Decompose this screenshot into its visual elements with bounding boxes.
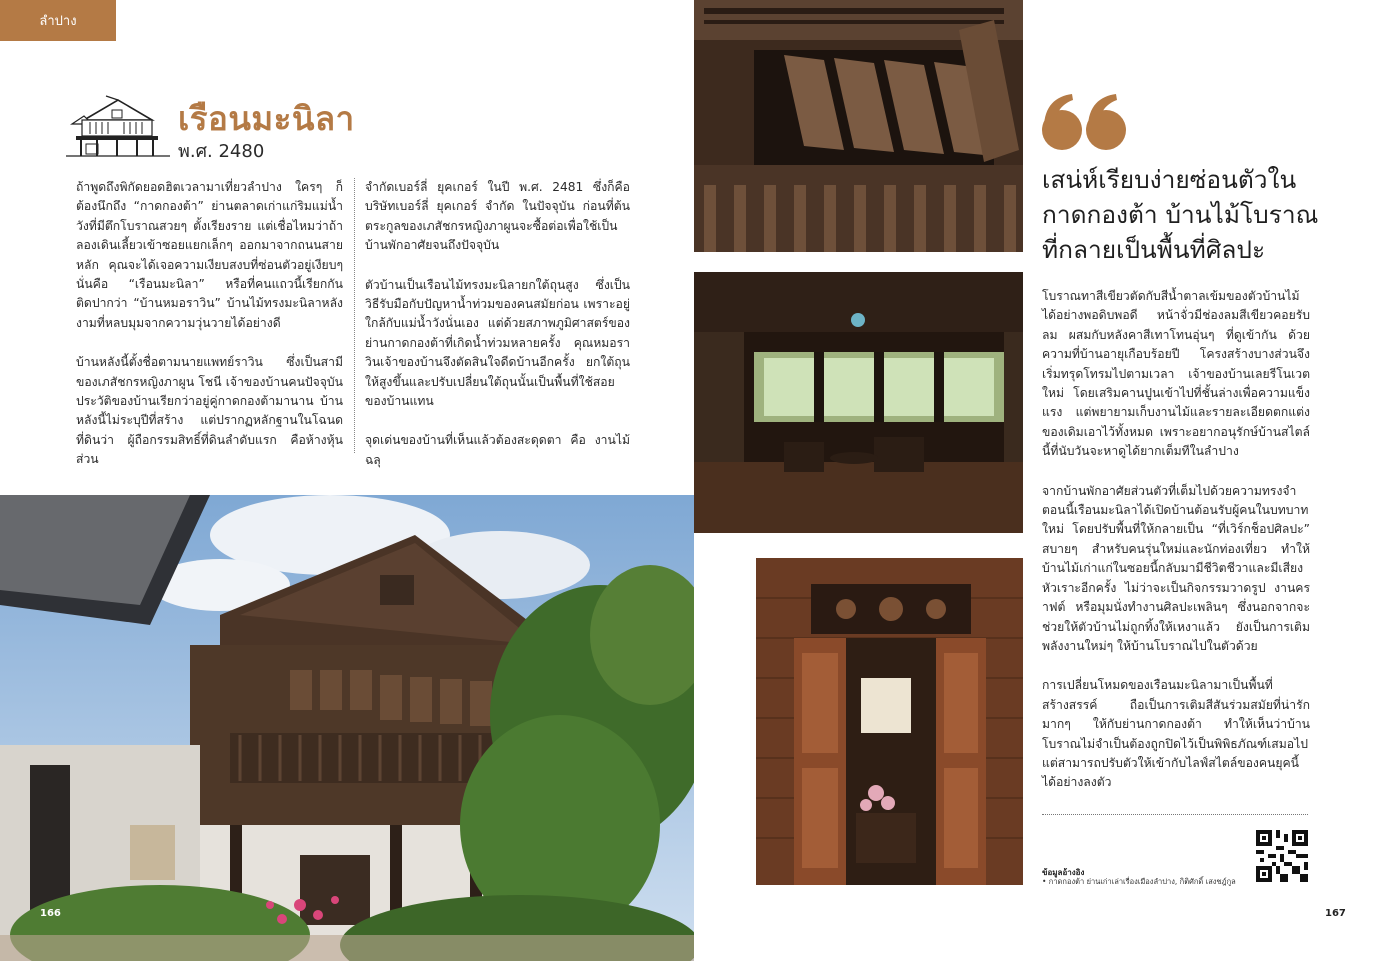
page-number-left: 166 bbox=[40, 908, 61, 919]
house-exterior-photo bbox=[0, 495, 694, 961]
shutter-windows-photo bbox=[694, 0, 1023, 252]
paragraph: จากบ้านพักอาศัยส่วนตัวที่เต็มไปด้วยความทรงจำ ตอนนี้เรือนมะนิลาได้เปิดบ้านต้อนรับผู้คนในบทบาทใหม่ โดยปรับพื้นที่ให้กลายเป็น “ที่เวิร์กช็อปศิลปะ” สบายๆ สำหรับคนรุ่นใหม่และนักท่องเที่ยว ทำให้บ้านไม้เก่าแก่ในซอยนี้กลับมามีชีวิตชีวาและมีเสียงหัวเราะอีกครั้ง ไม่ว่าจะเป็นกิจกรรมวาดรูป งานคราฟต์ หรือมุมนั่งทำงานศิลปะเพลินๆ ซึ่งนอกจากจะช่วยให้ตัวบ้านไม่ถูกทิ้งให้เหงาแล้ว ยังเป็นการเติมพลังงานใหม่ๆ ให้บ้านโบราณไปในตัวด้วย bbox=[1042, 483, 1310, 653]
interior-living-room-photo bbox=[694, 272, 1023, 533]
section-tag: ลำปาง bbox=[0, 0, 116, 41]
reference-title: ข้อมูลอ้างอิง bbox=[1042, 868, 1085, 877]
reference-item: • กาดกองต้า ย่านเก่าเล่าเรื่องเมืองลำปาง, กิติศักดิ์ เสงชฎ์กูล bbox=[1042, 877, 1236, 886]
column-divider bbox=[354, 178, 355, 453]
heading-line: กาดกองต้า บ้านไม้โบราณ bbox=[1042, 200, 1319, 229]
paragraph: การเปลี่ยนโหมดของเรือนมะนิลามาเป็นพื้นที่สร้างสรรค์ ถือเป็นการเติมสีสันร่วมสมัยที่น่ารักมากๆ ให้กับย่านกาดกองต้า ทำให้เห็นว่าบ้านโบราณไม่จำเป็นต้องถูกปิดไว้เป็นพิพิธภัณฑ์เสมอไป แต่สามารถปรับตัวให้เข้ากับไลฟ์สไตล์ของคนยุคนี้ได้อย่างลงตัว bbox=[1042, 678, 1310, 790]
quote-mark-icon bbox=[1040, 92, 1130, 154]
article-subtitle: พ.ศ. 2480 bbox=[178, 141, 265, 162]
heading-line: ที่กลายเป็นพื้นที่ศิลปะ bbox=[1042, 235, 1266, 264]
wooden-door-photo bbox=[756, 558, 1023, 885]
body-column-1 bbox=[76, 178, 343, 490]
heading-line: เสน่ห์เรียบง่ายซ่อนตัวใน bbox=[1042, 165, 1297, 194]
house-illustration-icon bbox=[66, 94, 170, 158]
reference-divider bbox=[1042, 814, 1308, 815]
body-column-2 bbox=[365, 178, 630, 490]
pull-quote-heading bbox=[1042, 162, 1342, 267]
body-column-3 bbox=[1042, 287, 1310, 813]
paragraph: โบราณทาสีเขียวตัดกับสีน้ำตาลเข้มของตัวบ้านไม้ได้อย่างพอดิบพอดี หน้าจั่วมีช่องลมสีเขียวคอยรับลม ผสมกับหลังคาสีเทาโทนอุ่นๆ ที่ดูเข้ากัน ด้วยความที่บ้านอายุเกือบร้อยปี โครงสร้างบางส่วนจึงเริ่มทรุดโทรมไปตามเวลา เจ้าของบ้านเลยรีโนเวตใหม่ โดยเสริมคานปูนเข้าไปที่ชั้นล่างเพื่อความแข็งแรง แต่พยายามเก็บงานไม้และรายละเอียดตกแต่งของเดิมเอาไว้ทั้งหมด เพราะอยากอนุรักษ์บ้านสไตล์นี้ที่นับวันจะหาดูได้ยากเต็มทีในลำปาง bbox=[1042, 289, 1310, 459]
paragraph: จำกัดเบอร์ลี่ ยุคเกอร์ ในปี พ.ศ. 2481 ซึ่งก็คือบริษัทเบอร์ลี่ ยุคเกอร์ จำกัด ในปัจจุบัน ก่อนที่ต้นตระกูลของเภสัชกรหญิงภาผูนจะซื้อต่อเพื่อใช้เป็นบ้านพักอาศัยจนถึงปัจจุบัน bbox=[365, 180, 630, 253]
article-title: เรือนมะนิลา bbox=[178, 99, 355, 138]
qr-code-icon[interactable] bbox=[1256, 830, 1308, 882]
paragraph: จุดเด่นของบ้านที่เห็นแล้วต้องสะดุดตา คือ งานไม้ฉลุ bbox=[365, 433, 630, 467]
paragraph: ตัวบ้านเป็นเรือนไม้ทรงมะนิลายกใต้ถุนสูง ซึ่งเป็นวิธีรับมือกับปัญหาน้ำท่วมของคนสมัยก่อน เพราะอยู่ใกล้กับแม่น้ำวังนั่นเอง แต่ด้วยสภาพภูมิศาสตร์ของย่านกาดกองต้าที่เกิดน้ำท่วมหลายครั้ง คุณหมอราวินเจ้าของบ้านจึงตัดสินใจดีดบ้านอีกครั้ง ยกใต้ถุนให้สูงขึ้นและปรับเปลี่ยนใต้ถุนนั้นเป็นพื้นที่ใช้สอยของบ้านแทน bbox=[365, 277, 630, 409]
page-number-right: 167 bbox=[1325, 908, 1346, 919]
paragraph: ถ้าพูดถึงพิกัดยอดฮิตเวลามาเที่ยวลำปาง ใครๆ ก็ต้องนึกถึง “กาดกองต้า” ย่านตลาดเก่าแก่ริมแม่น้ำวังที่มีตึกโบราณสวยๆ ตั้งเรียงราย แต่เชื่อไหมว่าถ้าลองเดินเลี้ยวเข้าซอยแยกเล็กๆ ออกมาจากถนนสายหลัก คุณจะได้เจอความเงียบสงบที่ซ่อนตัวอยู่เงียบๆ นั่นคือ “เรือนมะนิลา” หรือที่คนแถวนี้เรียกกันติดปากว่า “บ้านหมอราวิน” บ้านไม้ทรงมะนิลาหลังงามที่หลบมุมจากความวุ่นวายได้อย่างดี bbox=[76, 180, 343, 330]
paragraph: บ้านหลังนี้ตั้งชื่อตามนายแพทย์ราวิน ซึ่งเป็นสามีของเภสัชกรหญิงภาผูน โชนี เจ้าของบ้านคนปัจจุบัน ประวัติของบ้านเรียกว่าอยู่คู่กาดกองต้ามานาน บ้านหลังนี้ไม่ระบุปีที่สร้าง แต่ปรากฏหลักฐานในโฉนดที่ดินว่า ผู้ถือกรรมสิทธิ์ที่ดินลำดับแรก คือห้างหุ้นส่วน bbox=[76, 355, 343, 467]
